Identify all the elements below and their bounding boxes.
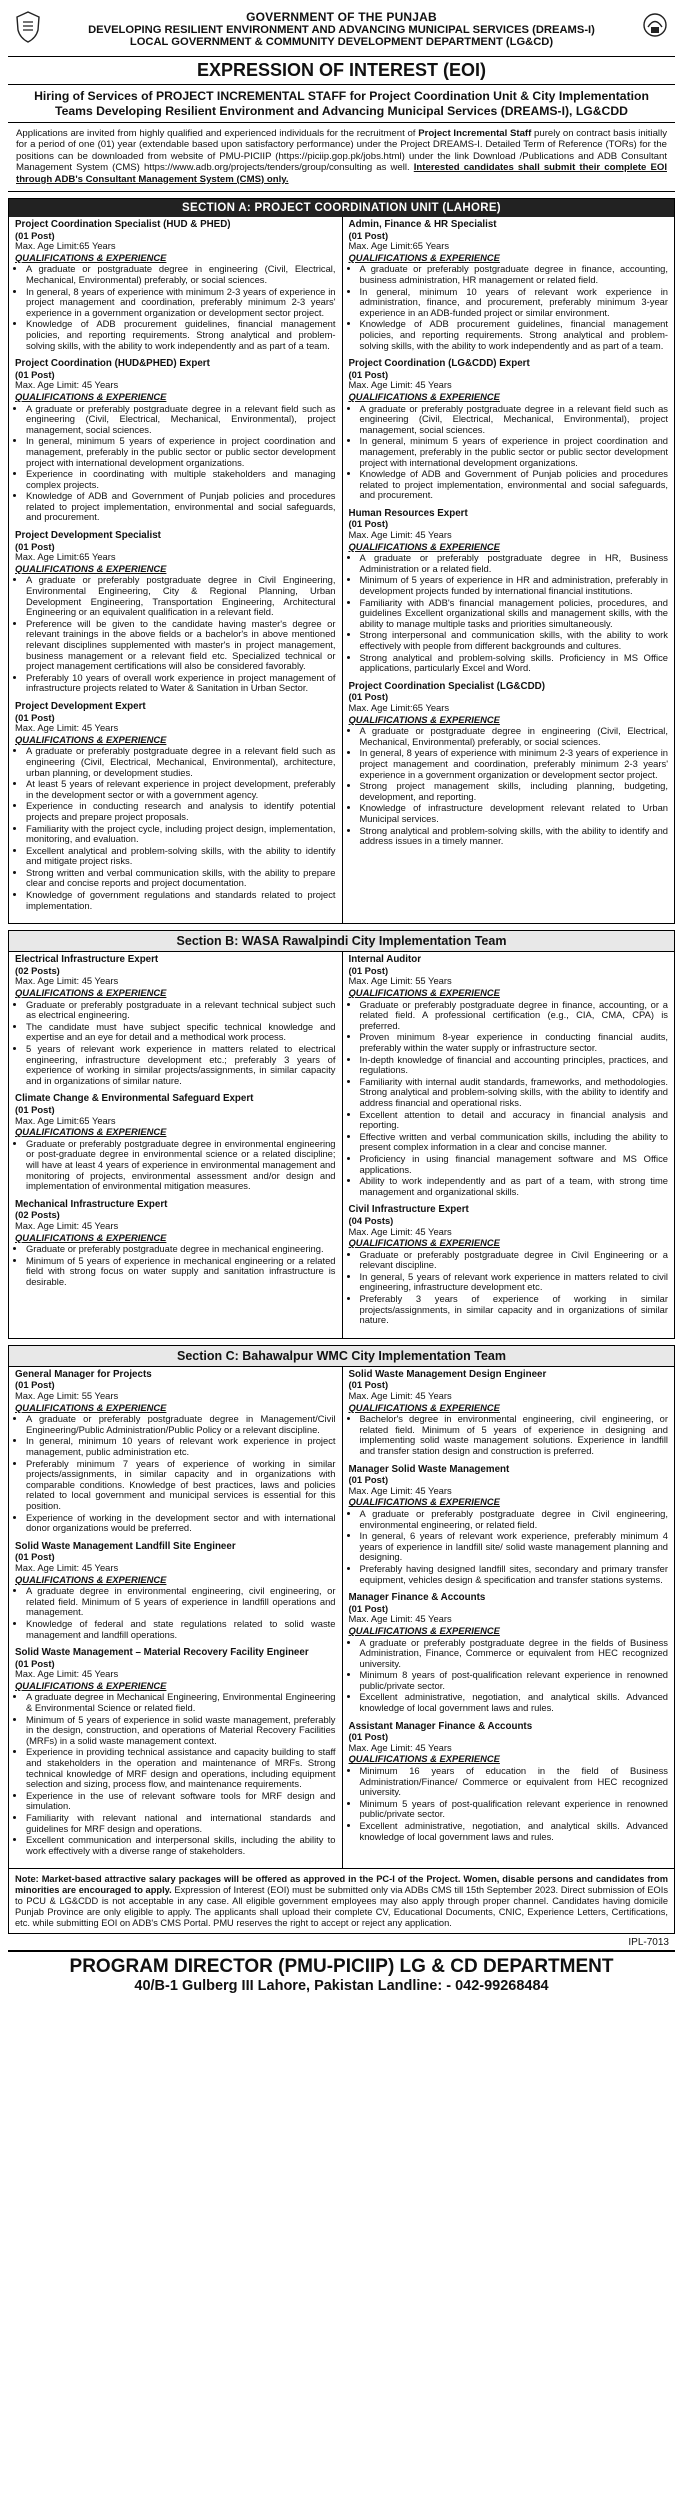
job-posts: (01 Post) <box>15 540 55 552</box>
section-2 <box>8 1345 675 1870</box>
job-title: Project Development Specialist <box>15 530 161 542</box>
qualifications-heading: QUALIFICATIONS & EXPERIENCE <box>348 251 500 263</box>
qualifications-heading: QUALIFICATIONS & EXPERIENCE <box>348 540 500 552</box>
job-age-limit: Max. Age Limit: 45 Years <box>15 1668 119 1680</box>
qualification-item: • Strong analytical and problem-solving skills, with the ability to identify and address issues in a timely manner. <box>360 826 669 847</box>
job-title: Admin, Finance & HR Specialist <box>348 219 497 231</box>
intro-bold-1: Project Incremental Staff <box>418 128 532 139</box>
qualifications-heading: QUALIFICATIONS & EXPERIENCE <box>15 1401 167 1413</box>
qualification-item: • A graduate or preferably postgraduate degree in Management/Civil Engineering/Public Administration/Public Policy or a relevant discipline. <box>26 1414 336 1435</box>
qualification-item: • Graduate or preferably postgraduate degree in Civil Engineering or a relevant discipline. <box>360 1250 669 1271</box>
qualifications-heading: QUALIFICATIONS & EXPERIENCE <box>348 987 500 999</box>
job-posting <box>15 955 336 1086</box>
qualification-item: • A graduate or preferably postgraduate degree in a relevant field such as engineering (Civil, Electrical, Mechanical, Environmental), project management, social sciences. <box>26 404 336 436</box>
intro-bold-2: Interested candidates shall submit their complete EOI through ADB's Consultant Management System (CMS) only. <box>16 162 667 185</box>
job-posts: (01 Post) <box>348 1474 389 1486</box>
qualification-list <box>15 264 336 351</box>
qualification-item: • Graduate or preferably postgraduate degree in mechanical engineering. <box>26 1244 336 1255</box>
intro-text-2: purely on contract basis initially for a period of one (01) year (extendable based upon satisfactory performance) under the Project DREAMS-I. Detailed Term of Reference (TORs) for the positions can be downloaded from website of PMU-PICIIP (https://piciip.gop.pk/jobs.html) under the link Download /Publications and ADB Consultant Management System (CMS) https://www.adb.org/projects/tenders/group/consulting as well. <box>16 128 667 174</box>
job-posting <box>15 1542 336 1640</box>
ad-reference: IPL-7013 <box>628 1937 669 1949</box>
qualification-item: • Knowledge of ADB procurement guidelines, financial management policies, and reporting requirements. Strong analytical and problem-solving skills, with the ability to work independently and as part of a team. <box>360 319 669 351</box>
qualification-item: • Experience of working in the development sector and with international donor organizations would be preferred. <box>26 1513 336 1534</box>
qualification-item: • Minimum of 5 years of experience in HR and administration, preferably in development projects funded by international financial institutions. <box>360 575 669 596</box>
left-column <box>9 952 342 1338</box>
job-posting <box>349 1722 669 1843</box>
job-age-limit: Max. Age Limit: 45 Years <box>348 1484 452 1496</box>
qualifications-heading: QUALIFICATIONS & EXPERIENCE <box>15 1573 167 1585</box>
qualification-item: • In general, minimum 5 years of experience in project coordination and management, preferably in the public sector or public sector development project with international development organizations. <box>360 436 669 468</box>
job-title: Manager Finance & Accounts <box>348 1592 486 1604</box>
job-title: Electrical Infrastructure Expert <box>15 954 159 966</box>
job-posts: (02 Posts) <box>15 1209 60 1221</box>
qualification-item: • Strong written and verbal communication skills, with the ability to prepare clear and concise reports and project documentation. <box>26 868 336 889</box>
qualification-item: • In general, 5 years of relevant work experience in matters related to civil engineering, infrastructure development etc. <box>360 1272 669 1293</box>
job-title: Climate Change & Environmental Safeguard Expert <box>15 1093 254 1105</box>
qualifications-heading: QUALIFICATIONS & EXPERIENCE <box>348 1496 500 1508</box>
job-posts: (01 Post) <box>348 1602 389 1614</box>
qualification-item: • A graduate or preferably postgraduate degree in the fields of Business Administration, Finance, Commerce or equivalent from HEC recognized university. <box>360 1638 669 1670</box>
job-posting <box>15 1370 336 1534</box>
qualification-list <box>15 575 336 694</box>
qualification-item: • In general, 6 years of relevant work experience, preferably minimum 4 years of experience in landfill site/ solid waste management planning and designing. <box>360 1531 669 1563</box>
page-title: EXPRESSION OF INTEREST (EOI) <box>8 56 675 85</box>
job-title: General Manager for Projects <box>15 1368 152 1380</box>
job-age-limit: Max. Age Limit:65 Years <box>348 240 450 252</box>
section-heading: Section C: Bahawalpur WMC City Implementation Team <box>9 1346 674 1367</box>
header <box>8 8 675 52</box>
job-title: Human Resources Expert <box>348 507 468 519</box>
qualifications-heading: QUALIFICATIONS & EXPERIENCE <box>348 1401 500 1413</box>
qualifications-heading: QUALIFICATIONS & EXPERIENCE <box>15 733 167 745</box>
footer-address: 40/B-1 Gulberg III Lahore, Pakistan Landline: - 042-99268484 <box>134 1978 549 1995</box>
qualification-list <box>15 1139 336 1192</box>
job-posting <box>349 682 669 847</box>
qualification-list <box>15 1586 336 1640</box>
job-age-limit: Max. Age Limit: 45 Years <box>348 1225 452 1237</box>
intro-paragraph <box>8 123 675 192</box>
section-heading: Section B: WASA Rawalpindi City Implementation Team <box>9 931 674 952</box>
job-posts: (01 Post) <box>348 1731 389 1743</box>
job-posts: (02 Posts) <box>15 964 60 976</box>
qualification-item: • Strong analytical and problem-solving skills. Proficiency in MS Office applications, particularly Excel and Word. <box>360 653 669 674</box>
qualification-item: • Ability to work independently and as part of a team, with strong time management and organizational skills. <box>360 1176 669 1197</box>
advertisement <box>8 0 675 2004</box>
job-posts: (01 Post) <box>15 1657 55 1669</box>
qualification-item: • Excellent administrative, negotiation, and analytical skills. Advanced knowledge of local government laws and rules. <box>360 1692 669 1713</box>
job-posting <box>349 1205 669 1326</box>
job-title: Project Coordination Specialist (HUD & PHED) <box>15 219 231 231</box>
job-posting <box>349 955 669 1197</box>
qualifications-heading: QUALIFICATIONS & EXPERIENCE <box>15 1231 167 1243</box>
job-posting <box>15 220 336 351</box>
job-posting <box>15 531 336 694</box>
qualification-item: • 5 years of relevant work experience in matters related to electrical engineering, infrastructure development etc.; preferably 3 years of experience of working in similar projects/assignments, in similar capacity and in organizations of similar nature. <box>26 1044 336 1086</box>
qualification-item: • A graduate degree in Mechanical Engineering, Environmental Engineering & Environmental Science or related field. <box>26 1692 336 1713</box>
job-age-limit: Max. Age Limit:65 Years <box>15 551 116 563</box>
qualification-item: • Excellent administrative, negotiation, and analytical skills. Advanced knowledge of local government laws and rules. <box>360 1821 669 1842</box>
qualification-item: • Graduate or preferably postgraduate degree in finance, accounting, or a related field. A professional certification (e.g., CIA, CMA, CPA) is preferred. <box>360 1000 669 1032</box>
qualification-item: • Preferably having designed landfill sites, secondary and primary transfer equipment, vehicles design & specification and transfer stations systems. <box>360 1564 669 1585</box>
qualification-item: • In general, minimum 10 years of relevant work experience in project management, public administration etc. <box>26 1436 336 1457</box>
qualification-list <box>349 1638 669 1714</box>
job-posts: (01 Post) <box>348 964 389 976</box>
qualification-item: • Preferably minimum 7 years of experience of working in similar projects/assignments, in similar capacity and in organizations with comparable conditions. Knowledge of best practices, laws and policies related to local government and municipal services is essential for this position. <box>26 1459 336 1512</box>
job-title: Project Development Expert <box>15 700 146 712</box>
note-bold: Note: Market-based attractive salary packages will be offered as approved in the PC-I of the Project. Women, disable persons and candidates from minorities are encouraged to apply. <box>15 1874 668 1896</box>
qualification-item: • Minimum 8 years of post-qualification relevant experience in renowned public/private sector. <box>360 1670 669 1691</box>
job-title: Mechanical Infrastructure Expert <box>15 1198 168 1210</box>
job-age-limit: Max. Age Limit:65 Years <box>15 240 116 252</box>
qualification-item: • Strong project management skills, including planning, budgeting, development, and reporting. <box>360 781 669 802</box>
qualification-item: • Minimum 5 years of post-qualification relevant experience in renowned public/private sector. <box>360 1799 669 1820</box>
job-posting <box>349 359 669 501</box>
job-posting <box>15 1200 336 1288</box>
job-title: Project Coordination (LG&CDD) Expert <box>348 358 530 370</box>
job-age-limit: Max. Age Limit: 45 Years <box>348 1613 452 1625</box>
job-title: Project Coordination Specialist (LG&CDD) <box>348 680 545 692</box>
qualification-item: • Graduate or preferably postgraduate in a relevant technical subject such as electrical engineering. <box>26 1000 336 1021</box>
qualification-item: • In general, 8 years of experience with minimum 2-3 years of experience in project management and coordination, preferably minimum 2-3 years' experience in a government organization or development sector project. <box>26 287 336 319</box>
footer-title: PROGRAM DIRECTOR (PMU-PICIIP) LG & CD DEPARTMENT <box>69 1956 614 1978</box>
qualification-list <box>15 1414 336 1534</box>
job-age-limit: Max. Age Limit:65 Years <box>348 701 450 713</box>
job-title: Solid Waste Management – Material Recovery Facility Engineer <box>15 1647 309 1659</box>
qualification-item: • A graduate or preferably postgraduate degree in Civil engineering, environmental engineering, or related field. <box>360 1509 669 1530</box>
qualification-item: • Proficiency in using financial management software and MS Office applications. <box>360 1154 669 1175</box>
sections-container <box>8 198 675 1869</box>
qualification-item: • Experience in providing technical assistance and capacity building to staff and stakeholders in the operation and maintenance of MRFs. Strong technical knowledge of MRF design and operations, including equipment selection and sizing, process flow, and maintenance requirements. <box>26 1747 336 1789</box>
qualification-item: • Knowledge of ADB procurement guidelines, financial management policies, and reporting requirements. Strong analytical and problem-solving skills, with the ability to work independently and as part of a team. <box>26 319 336 351</box>
qualification-item: • Familiarity with relevant national and international standards and guidelines for MRF design and operations. <box>26 1813 336 1834</box>
job-posts: (01 Post) <box>15 229 55 241</box>
qualification-item: • Familiarity with internal audit standards, frameworks, and methodologies. Strong analytical and problem-solving skills, with the ability to identify and address financial and operational risks. <box>360 1077 669 1109</box>
qualification-item: • A graduate or preferably postgraduate degree in a relevant field such as engineering (Civil, Electrical, Mechanical, Environmental), project management, social sciences. <box>360 404 669 436</box>
program-line: DEVELOPING RESILIENT ENVIRONMENT AND ADVANCING MUNICIPAL SERVICES (DREAMS-I) <box>88 24 595 36</box>
qualifications-heading: QUALIFICATIONS & EXPERIENCE <box>15 251 167 263</box>
job-age-limit: Max. Age Limit: 45 Years <box>348 1390 452 1402</box>
qualification-item: • Minimum of 5 years of experience in solid waste management, preferably in the design, construction, and operations of Material Recovery Facilities (MRFs) in a solid waste management context. <box>26 1715 336 1747</box>
job-posts: (01 Post) <box>348 518 389 530</box>
section-0 <box>8 198 675 924</box>
qualification-list <box>349 1250 669 1326</box>
job-posts: (01 Post) <box>15 1551 55 1563</box>
note-paragraph <box>8 1869 675 1934</box>
job-age-limit: Max. Age Limit: 45 Years <box>348 379 452 391</box>
left-column <box>9 1367 342 1869</box>
dreams-project-logo-icon <box>641 10 669 44</box>
section-heading: SECTION A: PROJECT COORDINATION UNIT (LAHORE) <box>9 199 674 217</box>
qualification-item: • Preference will be given to the candidate having master's degree or relevant trainings in the above fields or a bachelor's in above mentioned relevant disciplines supplemented with master's in project management, business management or a relevant field etc. Specialized technical or project management certifications will also be considered favorably. <box>26 619 336 672</box>
footer <box>8 1950 675 2000</box>
job-posts: (01 Post) <box>348 368 389 380</box>
job-posting <box>349 220 669 351</box>
qualification-item: • Experience in the use of relevant software tools for MRF design and simulation. <box>26 1791 336 1812</box>
section-columns <box>9 217 674 923</box>
job-posts: (01 Post) <box>348 691 389 703</box>
qualification-item: • Experience in conducting research and analysis to identify potential projects and prepare project proposals. <box>26 801 336 822</box>
right-column <box>342 1367 675 1869</box>
section-columns <box>9 1367 674 1869</box>
qualifications-heading: QUALIFICATIONS & EXPERIENCE <box>15 1126 167 1138</box>
qualification-item: • In general, minimum 5 years of experience in project coordination and management, preferably in the public sector or public sector development project with international development organizations. <box>26 436 336 468</box>
job-posts: (01 Post) <box>15 711 55 723</box>
job-posting <box>15 359 336 523</box>
intro-text-1: Applications are invited from highly qualified and experienced individuals for the recruitment of <box>16 128 419 139</box>
qualification-item: • Graduate or preferably postgraduate degree in environmental engineering or post-graduate degree in environmental science or a related discipline; will have at least 4 years of experience in environmental management and monitoring of projects, environmental assessment and/or design and implementation of environmental mitigation measures. <box>26 1139 336 1192</box>
qualification-item: • Knowledge of infrastructure development relevant related to Urban Municipal services. <box>360 803 669 824</box>
qualification-item: • Effective written and verbal communication skills, including the ability to present complex information in a clear and concise manner. <box>360 1132 669 1153</box>
page-subtitle: Hiring of Services of PROJECT INCREMENTAL STAFF for Project Coordination Unit & City Implementation Teams Developing Resilient Environment and Advancing Municipal Services (DREAMS-I), LG&CDD <box>8 85 675 123</box>
job-title: Civil Infrastructure Expert <box>348 1204 469 1216</box>
job-posting <box>15 702 336 911</box>
job-title: Solid Waste Management Design Engineer <box>348 1368 547 1380</box>
job-title: Manager Solid Waste Management <box>348 1463 510 1475</box>
job-age-limit: Max. Age Limit:65 Years <box>15 1114 116 1126</box>
qualification-item: • A graduate or postgraduate degree in engineering (Civil, Electrical, Mechanical, Environmental) preferably, or social sciences. <box>360 726 669 747</box>
qualification-item: • Knowledge of ADB and Government of Punjab policies and procedures related to project implementation, environmental and social safeguards, and procurement. <box>360 469 669 501</box>
qualification-item: • Knowledge of ADB and Government of Punjab policies and procedures related to project implementation, environmental and social safeguards, and procurement. <box>26 491 336 523</box>
job-age-limit: Max. Age Limit: 45 Years <box>15 975 119 987</box>
qualification-item: • A graduate degree in environmental engineering, civil engineering, or related field. Minimum of 5 years of experience in landfill operations and management. <box>26 1586 336 1618</box>
qualification-item: • Excellent communication and interpersonal skills, including the ability to work effectively with a diverse range of stakeholders. <box>26 1835 336 1856</box>
qualification-list <box>349 1414 669 1456</box>
job-posts: (04 Posts) <box>348 1214 394 1226</box>
job-age-limit: Max. Age Limit: 55 Years <box>15 1390 119 1402</box>
qualification-item: • Excellent attention to detail and accuracy in financial analysis and reporting. <box>360 1110 669 1131</box>
job-posting <box>15 1648 336 1856</box>
qualification-list <box>349 1766 669 1842</box>
qualification-item: • A graduate or preferably postgraduate degree in finance, accounting, business administration, HR management or related field. <box>360 264 669 285</box>
job-posts: (01 Post) <box>348 1379 389 1391</box>
qualification-item: • In general, 8 years of experience with minimum 2-3 years of experience in project management and coordination, preferably minimum 2-3 years' experience in a government organization or development sector project. <box>360 748 669 780</box>
job-posts: (01 Post) <box>15 1103 55 1115</box>
job-title: Internal Auditor <box>348 954 422 966</box>
job-age-limit: Max. Age Limit: 45 Years <box>15 722 119 734</box>
right-column <box>342 952 675 1338</box>
qualifications-heading: QUALIFICATIONS & EXPERIENCE <box>15 1679 167 1691</box>
qualification-list <box>15 1000 336 1087</box>
qualification-item: • In general, minimum 10 years of relevant work experience in administration, finance, and procurement, preferably minimum 3-year experience in an ADB-funded project or similar environment. <box>360 287 669 319</box>
job-posting <box>15 1094 336 1191</box>
qualification-item: • A graduate or postgraduate degree in engineering (Civil, Electrical, Mechanical, Environmental) preferably, or social sciences. <box>26 264 336 285</box>
qualification-item: • Strong interpersonal and communication skills, with the ability to work effectively with people from different backgrounds and cultures. <box>360 630 669 651</box>
job-posting <box>349 1465 669 1586</box>
job-age-limit: Max. Age Limit: 45 Years <box>348 529 452 541</box>
job-posts: (01 Post) <box>15 1379 55 1391</box>
job-posts: (01 Post) <box>15 368 55 380</box>
right-column <box>342 217 675 923</box>
qualifications-heading: QUALIFICATIONS & EXPERIENCE <box>348 713 500 725</box>
qualification-item: • Minimum of 5 years of experience in mechanical engineering or a related field with strong focus on water supply and sanitation infrastructure is desirable. <box>26 1256 336 1288</box>
qualification-item: • Preferably 10 years of overall work experience in project management of infrastructure projects related to Water & Sanitation in Urban Sector. <box>26 673 336 694</box>
qualification-list <box>349 264 669 351</box>
qualification-list <box>15 746 336 911</box>
job-age-limit: Max. Age Limit: 45 Years <box>15 379 119 391</box>
qualification-list <box>15 404 336 524</box>
job-posting <box>349 1370 669 1457</box>
qualifications-heading: QUALIFICATIONS & EXPERIENCE <box>348 1753 500 1765</box>
qualifications-heading: QUALIFICATIONS & EXPERIENCE <box>15 987 167 999</box>
section-1 <box>8 930 675 1339</box>
job-title: Project Coordination (HUD&PHED) Expert <box>15 358 210 370</box>
qualification-item: • Preferably 3 years of experience of working in similar projects/assignments, in similar capacity and in organizations of similar nature. <box>360 1294 669 1326</box>
qualification-item: • Excellent analytical and problem-solving skills, with the ability to identify and mitigate project risks. <box>26 846 336 867</box>
qualification-item: • Bachelor's degree in environmental engineering, civil engineering, or related field. Minimum of 5 years of experience in designing and implementing solid waste management solutions. Experience in landfill and transfer station design and construction is preferred. <box>360 1414 669 1456</box>
qualification-list <box>15 1692 336 1856</box>
job-age-limit: Max. Age Limit: 55 Years <box>348 975 452 987</box>
qualification-list <box>349 726 669 847</box>
qualifications-heading: QUALIFICATIONS & EXPERIENCE <box>15 562 167 574</box>
job-posts: (01 Post) <box>348 229 389 241</box>
qualification-item: • At least 5 years of relevant experience in project development, preferably in the development sector or with a government agency. <box>26 779 336 800</box>
qualification-item: • Familiarity with ADB's financial management policies, procedures, and guidelines Excellent organizational skills and management skills, with the ability to manage multiple tasks and priorities simultaneously. <box>360 598 669 630</box>
department-line: LOCAL GOVERNMENT & COMMUNITY DEVELOPMENT DEPARTMENT (LG&CD) <box>129 36 554 48</box>
qualification-item: • The candidate must have subject specific technical knowledge and expertise and an eye for detail and a methodical work process. <box>26 1022 336 1043</box>
qualification-item: • A graduate or preferably postgraduate degree in Civil Engineering, Environmental Engineering, City & Regional Planning, Urban Development Engineering, Transportation Engineering, Architectural Engineering or an equivalent qualification in a relevant field. <box>26 575 336 617</box>
job-age-limit: Max. Age Limit: 45 Years <box>348 1741 452 1753</box>
job-age-limit: Max. Age Limit: 45 Years <box>15 1219 119 1231</box>
qualifications-heading: QUALIFICATIONS & EXPERIENCE <box>348 390 500 402</box>
qualification-item: • Experience in coordinating with multiple stakeholders and managing complex projects. <box>26 469 336 490</box>
qualification-list <box>349 553 669 674</box>
job-title: Assistant Manager Finance & Accounts <box>348 1720 533 1732</box>
note-text: Expression of Interest (EOI) must be submitted only via ADBs CMS till 15th September 2023. Direct submission of EOIs to PCU & LG&CDD is not acceptable in any case. All eligible government employees may also apply through proper channel. Candidates having domicile Punjab Province are only eligible to apply. The applicants shall upload their complete CV, Educational Documents, CNIC, Experience Letters, Certifications, etc. while submitting EOI on ADB's CMS Portal. PMU reserves the right to accept or reject any application. <box>15 1885 668 1928</box>
qualifications-heading: QUALIFICATIONS & EXPERIENCE <box>348 1237 500 1249</box>
section-columns <box>9 952 674 1338</box>
qualification-item: • Familiarity with the project cycle, including project design, implementation, monitoring, and evaluation. <box>26 824 336 845</box>
qualification-item: • A graduate or preferably postgraduate degree in HR, Business Administration or a related field. <box>360 553 669 574</box>
punjab-govt-emblem-icon <box>14 10 42 44</box>
job-posting <box>349 509 669 674</box>
qualification-item: • Knowledge of federal and state regulations related to solid waste management and landfill operations. <box>26 1619 336 1640</box>
qualification-list <box>349 1509 669 1585</box>
qualification-item: • A graduate or preferably postgraduate degree in a relevant field such as engineering (Civil, Electrical, Mechanical, Environmental), architecture, urban planning, or development studies. <box>26 746 336 778</box>
qualification-list <box>349 1000 669 1198</box>
job-age-limit: Max. Age Limit: 45 Years <box>15 1561 119 1573</box>
qualification-list <box>349 404 669 501</box>
job-posting <box>349 1593 669 1714</box>
job-title: Solid Waste Management Landfill Site Engineer <box>15 1540 236 1552</box>
qualifications-heading: QUALIFICATIONS & EXPERIENCE <box>15 390 167 402</box>
qualification-item: • In-depth knowledge of financial and accounting principles, practices, and regulations. <box>360 1055 669 1076</box>
qualification-item: • Proven minimum 8-year experience in conducting financial audits, preferably within the water supply or infrastructure sector. <box>360 1032 669 1053</box>
government-line: GOVERNMENT OF THE PUNJAB <box>246 10 437 24</box>
qualifications-heading: QUALIFICATIONS & EXPERIENCE <box>348 1624 500 1636</box>
left-column <box>9 217 342 923</box>
qualification-list <box>15 1244 336 1287</box>
qualification-item: • Minimum 16 years of education in the field of Business Administration/Finance/ Commerce or equivalent from HEC recognized university. <box>360 1766 669 1798</box>
qualification-item: • Knowledge of government regulations and standards related to project implementation. <box>26 890 336 911</box>
